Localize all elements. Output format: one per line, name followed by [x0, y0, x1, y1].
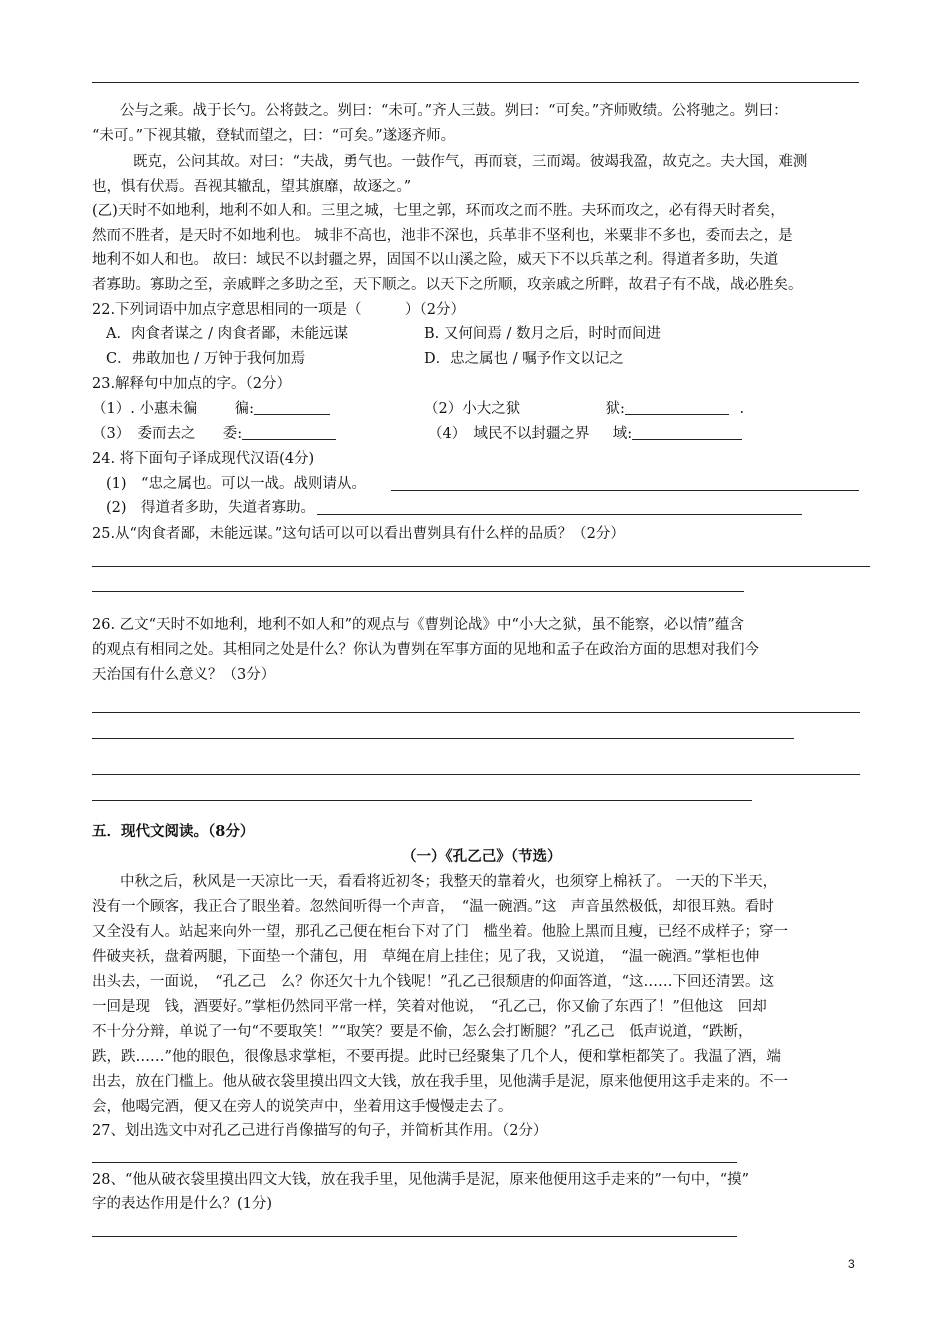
q23-item-4 — [428, 427, 742, 442]
q26-line-2: 的观点有相同之处。其相同之处是什么？你认为曹刿在军事方面的见地和孟子在政治方面的思想对我们今 — [92, 642, 759, 658]
kong-line-7: 不十分分辩，单说了一句“不要取笑！”“取笑？要是不偷，怎么会打断腿？”孔乙己 低声说道，“跌断， — [92, 1024, 753, 1040]
q24-sentence-1: (1) “忠之属也。可以一战。战则请从。 — [106, 476, 366, 492]
q23-item-2 — [424, 402, 744, 417]
page-number: 3 — [848, 1257, 855, 1271]
q26-answer-line-2[interactable] — [92, 738, 794, 739]
q22-option-c: C．弗敢加也 / 万钟于我何加焉 — [106, 351, 306, 367]
q23-item-2-label: 狱: — [605, 401, 625, 417]
q22-stem: 22.下列词语中加点字意思相同的一项是（ ）（2分） — [92, 302, 466, 318]
kong-line-1: 中秋之后，秋风是一天凉比一天，看看将近初冬；我整天的靠着火，也须穿上棉袄了。 一天的下半天， — [120, 874, 778, 890]
q24-sentence-2: (2) 得道者多助，失道者寡助。 — [106, 500, 316, 516]
kong-line-4: 件破夹袄，盘着两腿，下面垫一个蒲包，用 草绳在肩上挂住；见了我，又说道， “温一碗酒。”掌柜也伸 — [92, 949, 760, 965]
jia-line-2: “未可。”下视其辙，登轼而望之，曰：“可矣。”遂逐齐师。 — [92, 128, 456, 144]
q24-answer-line-1[interactable] — [391, 490, 859, 491]
q25-stem: 25.从“肉食者鄙，未能远谋。”这句话可以可以看出曹刿具有什么样的品质？（2分） — [92, 526, 625, 542]
q23-answer-3[interactable] — [242, 439, 336, 440]
q23-item-1-text: （1）. 小惠未徧 — [92, 401, 198, 417]
q28-line-1: 28、“他从破衣袋里摸出四文大钱，放在我手里，见他满手是泥，原来他便用这手走来的”一句中，“摸” — [92, 1172, 750, 1188]
q23-item-3 — [92, 427, 336, 442]
kong-line-6: 一回是现 钱，酒要好。”掌柜仍然同平常一样，笑着对他说， “孔乙己，你又偷了东西了！”但他这 回却 — [92, 999, 767, 1015]
q23-item-2-dot: . — [739, 401, 745, 417]
jia-line-1: 公与之乘。战于长勺。公将鼓之。刿曰：“未可。”齐人三鼓。刿曰：“可矣。”齐师败绩。公将驰之。刿曰： — [120, 103, 788, 119]
q23-item-2-text: （2）小大之狱 — [424, 401, 521, 417]
q27-stem: 27、划出选文中对孔乙己进行肖像描写的句子，并简析其作用。（2分） — [92, 1123, 548, 1139]
q25-answer-line-2[interactable] — [92, 591, 744, 592]
kong-line-10: 会，他喝完酒，便又在旁人的说笑声中，坐着用这手慢慢走去了。 — [92, 1099, 513, 1115]
q23-item-1 — [92, 402, 330, 417]
q26-answer-line-4[interactable] — [92, 800, 752, 801]
q23-item-3-label: 委: — [222, 426, 243, 442]
q26-answer-line-1[interactable] — [92, 712, 860, 713]
q25-answer-line-1[interactable] — [92, 566, 870, 567]
q24-stem: 24. 将下面句子译成现代汉语(4分) — [92, 451, 315, 467]
q23-answer-2[interactable] — [625, 414, 729, 415]
q27-answer-line[interactable] — [92, 1162, 737, 1163]
q23-item-4-label: 域: — [612, 426, 633, 442]
jia-line-4: 也，惧有伏焉。吾视其辙乱，望其旗靡，故逐之。” — [92, 179, 412, 195]
q28-line-2: 字的表达作用是什么？(1分) — [92, 1196, 273, 1212]
q23-answer-1[interactable] — [254, 414, 330, 415]
q26-line-1: 26. 乙文“天时不如地利，地利不如人和”的观点与《曹刿论战》中“小大之狱，虽不能察，必以情”蕴含 — [92, 617, 744, 633]
yi-line-1: (乙)天时不如地利，地利不如人和。三里之城，七里之郭，环而攻之而不胜。夫环而攻之，必有得天时者矣， — [92, 203, 785, 219]
q23-item-4-text: （4） 域民不以封疆之界 — [428, 426, 590, 442]
jia-line-3: 既克，公问其故。对曰：“夫战，勇气也。一鼓作气，再而衰，三而竭。彼竭我盈，故克之。夫大国，难测 — [133, 154, 808, 170]
q23-stem: 23.解释句中加点的字。（2分） — [92, 376, 292, 392]
yi-line-2: 然而不胜者，是天时不如地利也。 城非不高也，池非不深也，兵革非不坚利也，米粟非不多也，委而去之，是 — [92, 228, 793, 244]
top-rule — [92, 82, 859, 83]
q28-answer-line[interactable] — [92, 1236, 737, 1237]
q22-option-d: D．忠之属也 / 嘱予作文以记之 — [424, 351, 624, 367]
q23-answer-4[interactable] — [632, 439, 742, 440]
section-5-subheading: （一）《孔乙己》（节选） — [402, 848, 562, 865]
q23-item-1-label: 徧: — [234, 401, 255, 417]
yi-line-4: 者寡助。寡助之至，亲戚畔之多助之至，天下顺之。以天下之所顺，攻亲戚之所畔，故君子有不战，战必胜矣。 — [92, 277, 803, 293]
yi-line-3: 地利不如人和也。 故曰：域民不以封疆之界，固国不以山溪之险，威天下不以兵革之利。得道者多助，失道 — [92, 252, 779, 268]
kong-line-2: 没有一个顾客，我正合了眼坐着。忽然间听得一个声音， “温一碗酒。”这 声音虽然极低，却很耳熟。看时 — [92, 899, 774, 915]
kong-line-9: 出去，放在门槛上。他从破衣袋里摸出四文大钱，放在我手里，见他满手是泥，原来他便用这手走来的。不一 — [92, 1074, 788, 1090]
q22-option-a: A．肉食者谋之 / 肉食者鄙，未能远谋 — [106, 326, 349, 342]
q26-answer-line-3[interactable] — [92, 774, 860, 775]
q26-line-3: 天治国有什么意义？（3分） — [92, 667, 276, 683]
kong-line-3: 又全没有人。站起来向外一望，那孔乙己便在柜台下对了门 槛坐着。他脸上黑而且瘦，已经不成样子；穿一 — [92, 924, 788, 940]
kong-line-8: 跌，跌……”他的眼色，很像恳求掌柜，不要再提。此时已经聚集了几个人，便和掌柜都笑了。我温了酒，端 — [92, 1049, 781, 1065]
kong-line-5: 出头去，一面说， “孔乙己 么？你还欠十九个钱呢！”孔乙己很颓唐的仰面答道，“这……下回还清罢。这 — [92, 974, 774, 990]
q24-answer-line-2[interactable] — [317, 514, 802, 515]
q23-item-3-text: （3） 委而去之 — [92, 426, 196, 442]
q22-option-b: B. 又何间焉 / 数月之后，时时而间进 — [424, 326, 661, 342]
section-5-heading: 五．现代文阅读。（8分） — [92, 823, 255, 840]
